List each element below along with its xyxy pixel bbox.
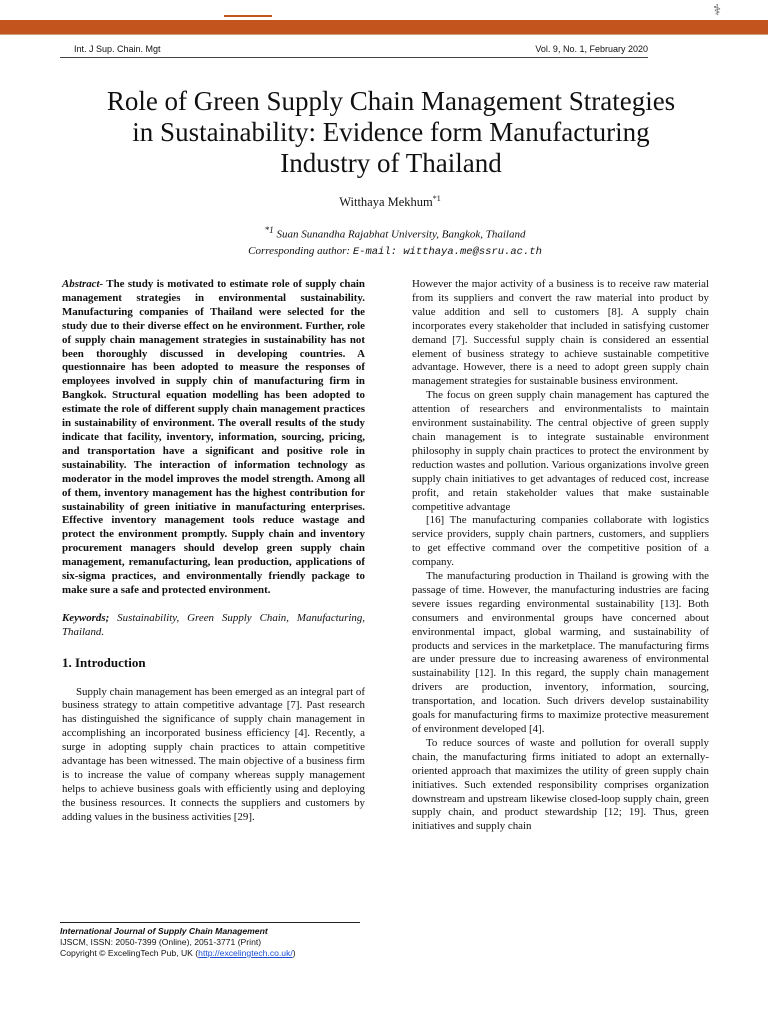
volume-info: Vol. 9, No. 1, February 2020: [535, 44, 648, 54]
page-footer: [60, 922, 360, 959]
abstract-lead: Abstract-: [62, 278, 104, 290]
affiliation-superscript: *1: [264, 225, 274, 235]
top-banner: [0, 0, 768, 35]
footer-copyright-close: ): [292, 948, 296, 958]
body-paragraph-4: The manufacturing production in Thailand is growing with the passage of time. However, the manufacturing industries are facing severe issues regarding environmental sustainability [13]. Both consumers and environmental groups have concerned about environmental impact, global warming, and sustainability of products and services in the marketplace. The manufacturing firms are under pressure due to increasing awareness of environmental sustainability [12]. In this regard, the supply chain management drivers are production, inventory, information, sourcing, transportation, and location. Such drivers develop sustainability goals for manufacturing firms to maximize protective measurement of environment developed [4].: [412, 570, 709, 735]
left-column: [62, 278, 365, 825]
banner-tab-line: [224, 15, 272, 17]
banner-accent-stripe: [0, 20, 768, 34]
author-name: Witthaya Mekhum: [339, 195, 433, 210]
email-address[interactable]: E-mail: witthaya.me@ssru.ac.th: [352, 245, 542, 258]
corresponding-label: Corresponding author:: [248, 244, 351, 257]
journal-logo-icon: ⚕: [712, 1, 722, 19]
keywords: [62, 612, 365, 640]
affiliation-block: [160, 222, 630, 260]
author-line: [200, 194, 580, 210]
footer-journal-name: International Journal of Supply Chain Management: [60, 926, 268, 936]
author-superscript: *1: [432, 194, 441, 203]
intro-paragraph: Supply chain management has been emerged as an integral part of business strategy to attain competitive advantage [7]. Past research has distinguished the significance of supply chain management in accomplishing an incorporated business efficiency [4]. Recently, a surge in adopting supply chain practices to attain competitive advantage has been witnessed. The main objective of a business firm is to increase the value of company whereas supply management helps to achieve business goals with efficiently using and deploying the business resources. It connects the suppliers and customers by adding values in the business activities [29].: [62, 685, 365, 823]
body-paragraph-3: [16] The manufacturing companies collaborate with logistics service providers, supply chain partners, customers, and suppliers to get effective command over the competitive position of a company.: [412, 514, 709, 569]
footer-issn: IJSCM, ISSN: 2050-7399 (Online), 2051-3771 (Print): [60, 937, 262, 947]
affiliation-line: [160, 222, 630, 243]
body-paragraph-1: However the major activity of a business is to receive raw material from its suppliers and convert the raw material into product by value addition and sell to customers [8]. A supply chain incorporates every stakeholder that included in satisfying customer demand [7]. Successful supply chain is considered an essential element of business strategy to achieve sustainable competitive advantage. However, there is a need to adopt green supply chain management strategies for sustainable business environment.: [412, 278, 709, 388]
abstract-text: The study is motivated to estimate role of supply chain management strategies in environmental sustainability. Manufacturing companies of Thailand were selected for the study due to their diverse effect on he environment. Further, role of supply chain management strategies in sustainability has not been thoroughly discussed in developing countries. A questionnaire has been adopted to measure the responses of employees involved in supply chin of manufacturing firm in Bangkok. Structural equation modelling has been adopted to estimate the role of different supply chain management practices in sustainability of environment. The overall results of the study indicate that facility, inventory, information, sourcing, pricing, and transportation have a significant and positive role in sustainability. The interaction of information technology as moderator in the model improves the model strength. Among all of them, inventory management has the highest contribution for sustainability of green initiative in manufacturing enterprises. Effective inventory management tools reduce wastage and protect the environment promptly. Supply chain and inventory procurement managers should develop green supply chain management, remanufacturing, lean production, applications of six-sigma practices, and environmentally friendly package to make sure a safe and protected environment.: [62, 278, 365, 596]
journal-short-name: Int. J Sup. Chain. Mgt: [74, 44, 161, 54]
corresponding-line: [160, 243, 630, 260]
body-paragraph-5: To reduce sources of waste and pollution for overall supply chain, the manufacturing firms initiated to adopt an externally-oriented approach that maximizes the utility of green supply chain initiatives. Such extended responsibility comprises organization downstream and upstream likewise closed-loop supply chain, green supply chain, and product stewardship [12; 19]. Thus, green initiatives and supply chain: [412, 736, 709, 833]
footer-copyright-text: Copyright © ExcelingTech Pub, UK (: [60, 948, 199, 958]
keywords-text: Sustainability, Green Supply Chain, Manufacturing, Thailand.: [62, 611, 365, 638]
section-heading-introduction: 1. Introduction: [62, 654, 146, 670]
running-header: [60, 43, 648, 58]
keywords-lead: Keywords;: [62, 611, 110, 624]
body-paragraph-2: The focus on green supply chain management has captured the attention of researchers and environmentalists to maintain environment sustainability. The central objective of green supply chain management is to integrate sustainable environment philosophy in supply chain practices to protect the environment by reduction wastes and pollution. Various organizations involve green supply chain initiatives to get advantages of reduced cost, increase profit, and retain stakeholder values that make sustainable competitive advantage: [412, 389, 709, 513]
publisher-link[interactable]: http://excelingtech.co.uk/: [198, 948, 293, 958]
abstract: [62, 278, 365, 598]
paper-title: Role of Green Supply Chain Management Strategies in Sustainability: Evidence form Manufacturing Industry of Thailand: [106, 86, 676, 178]
footer-copyright: [60, 948, 360, 959]
right-column: [412, 278, 709, 834]
affiliation-text: Suan Sunandha Rajabhat University, Bangkok, Thailand: [276, 228, 526, 241]
